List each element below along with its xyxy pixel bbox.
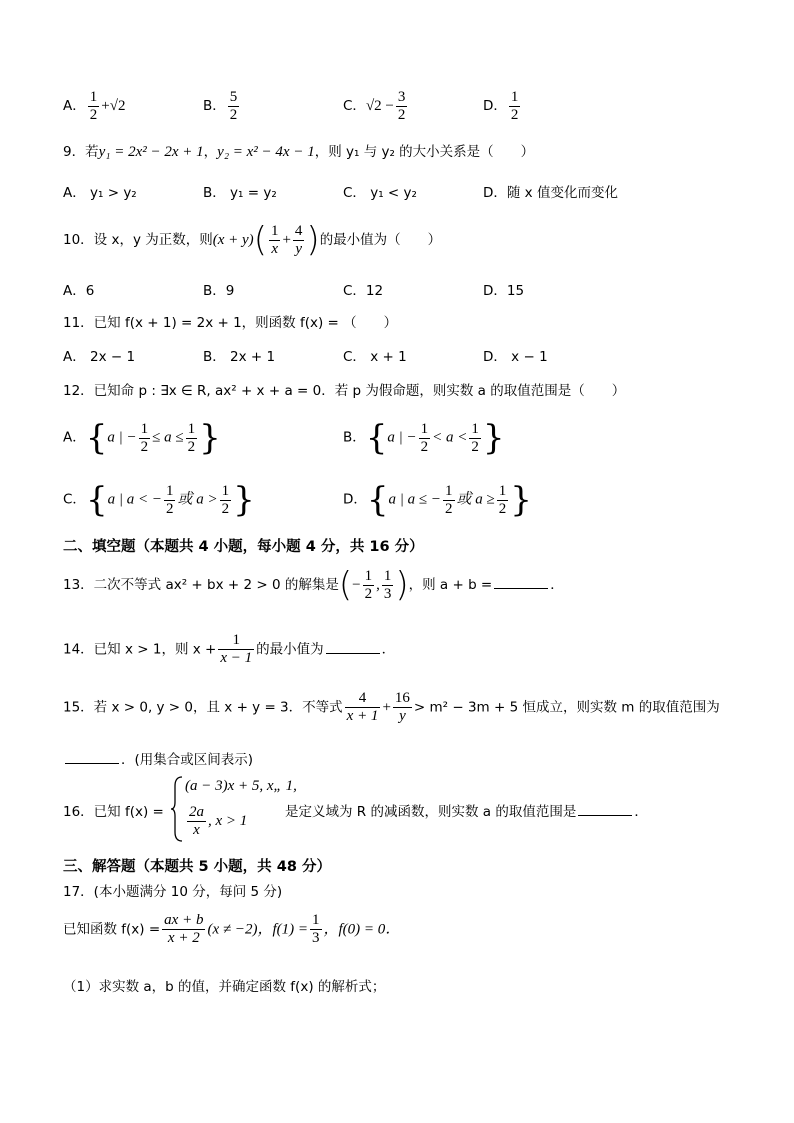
q10-option-a: A．6 <box>63 283 95 299</box>
q8-option-a: A． $\frac{1}{2}$ +√2 <box>63 89 126 123</box>
q9-option-d: D．随 x 值变化而变化 <box>483 185 618 201</box>
q11-option-a: A． 2x − 1 <box>63 349 136 365</box>
q10-option-b: B．9 <box>203 283 235 299</box>
q13-stem: 13．二次不等式 ax² + bx + 2 > 0 的解集是(− $\frac{1}{2}$ , $\frac{1}{3}$ )，则 a + b = ． <box>63 565 564 605</box>
q13-answer-blank[interactable] <box>494 588 548 589</box>
q17-stem: 已知函数 f(x) = $\frac{ax + b}{x + 2}$ (x ≠ −2)，f(1) = $\frac{1}{3}$ ，f(0) = 0． <box>63 912 401 946</box>
q17-header: 17．(本小题满分 10 分，每问 5 分) <box>63 884 283 900</box>
q10-option-d: D．15 <box>483 283 525 299</box>
q11-option-b: B． 2x + 1 <box>203 349 276 365</box>
q12-option-d: D．{a | a ≤ − $\frac{1}{2}$ 或 a ≥ $\frac{1}{2}$ } <box>343 480 532 520</box>
section-3-title: 三、解答题（本题共 5 小题，共 48 分） <box>63 859 331 875</box>
q9-option-c: C． y₁ < y₂ <box>343 185 417 201</box>
q15-answer-blank[interactable] <box>65 763 119 764</box>
q9-option-b: B． y₁ = y₂ <box>203 185 277 201</box>
q16-case-1: (a − 3)x + 5, x„ 1, <box>185 778 297 794</box>
q12-stem: 12．已知命 p : ∃x ∈ R, ax² + x + a = 0．若 p 为假命题，则实数 a 的取值范围是（ ） <box>63 383 626 399</box>
q17-part1: （1）求实数 a，b 的值，并确定函数 f(x) 的解析式； <box>63 979 386 995</box>
q8-option-b: B． $\frac{5}{2}$ <box>203 89 238 123</box>
section-2-title: 二、填空题（本题共 4 小题，每小题 4 分，共 16 分） <box>63 539 424 555</box>
q10-stem: 10．设 x，y 为正数，则(x + y)( $\frac{1}{x}$ + $\frac{4}{y}$ )的最小值为（ ） <box>63 220 442 260</box>
q11-option-c: C． x + 1 <box>343 349 407 365</box>
q15-stem: 15．若 x > 0, y > 0，且 x + y = 3．不等式 $\frac{4}{x + 1}$ + $\frac{16}{y}$ > m² − 3m + 5 恒成立，则实数 m 的取值范围为 <box>63 690 720 724</box>
q11-option-d: D． x − 1 <box>483 349 548 365</box>
q8-option-d: D． $\frac{1}{2}$ <box>483 89 519 123</box>
q16-answer-blank[interactable] <box>578 815 632 816</box>
q11-stem: 11．已知 f(x + 1) = 2x + 1，则函数 f(x) = （ ） <box>63 315 398 331</box>
q8-option-c: C．√2 − $\frac{3}{2}$ <box>343 89 406 123</box>
q12-option-b: B．{a | − $\frac{1}{2}$ < a < $\frac{1}{2}$ } <box>343 418 505 458</box>
q16-stem-pre: 16．已知 f(x) = <box>63 804 164 820</box>
q9-option-a: A． y₁ > y₂ <box>63 185 137 201</box>
q14-stem: 14．已知 x > 1，则 x + $\frac{1}{x - 1}$ 的最小值为 ． <box>63 632 396 666</box>
q9-stem: 9．若y₁ = 2x² − 2x + 1，y₂ = x² − 4x − 1，则 y₁ 与 y₂ 的大小关系是（ ） <box>63 144 535 160</box>
q12-option-c: C．{a | a < − $\frac{1}{2}$ 或 a > $\frac{1}{2}$ } <box>63 480 255 520</box>
q16-stem-post: 是定义域为 R 的减函数，则实数 a 的取值范围是 ． <box>285 804 648 820</box>
q16-piecewise-brace <box>170 776 184 846</box>
q15-line2: ．(用集合或区间表示) <box>63 748 253 768</box>
left-brace-icon <box>170 776 184 842</box>
q16-case-2: $\frac{2a}{x}$ , x > 1 <box>189 804 248 838</box>
q10-option-c: C．12 <box>343 283 384 299</box>
q14-answer-blank[interactable] <box>326 653 380 654</box>
q12-option-a: A．{a | − $\frac{1}{2}$ ≤ a ≤ $\frac{1}{2}$ } <box>63 418 221 458</box>
